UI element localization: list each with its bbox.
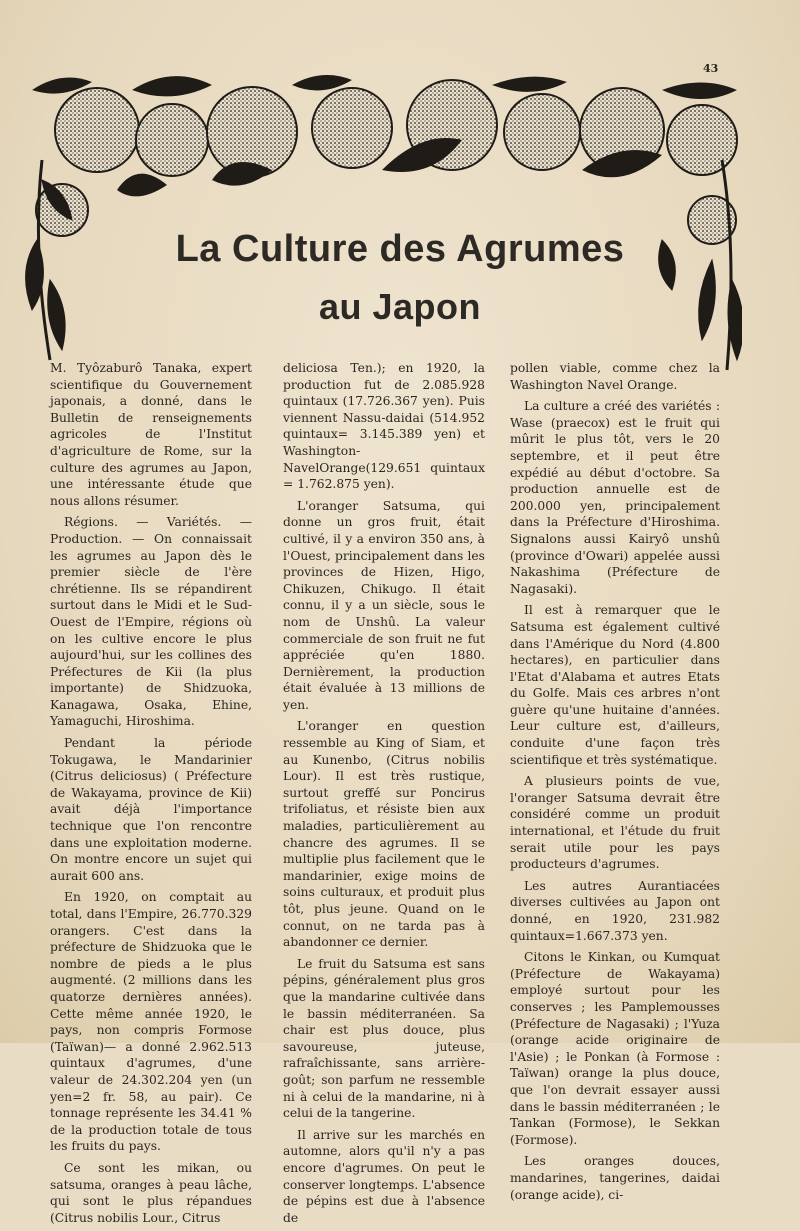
paragraph: Il est à remarquer que le Satsuma est également cultivé dans l'Amérique du Nord (4.800 hectares), en particulier dans l'Etat d'Alabama et autres Etats du Golfe. Mais ces arbres n'ont guère qu'une huitaine d'années. Leur culture est, d'ailleurs, conduite d'une façon très scientifique et très systématique. [510, 603, 720, 767]
text-column-2 [283, 360, 485, 1231]
paragraph: M. Tyôzaburô Tanaka, expert scientifique du Gouvernement japonais, a donné, dans le Bulletin de renseignements agricoles de l'Institut d'agriculture de Rome, sur la culture des agrumes au Japon, une intéressante étude que nous allons résumer. [50, 361, 252, 508]
paragraph: Citons le Kinkan, ou Kumquat (Préfecture de Wakayama) employé surtout pour les conserves ; les Pamplemousses (Préfecture de Nagasaki) ; l'Yuza (orange acide originaire de l'Asie) ; le Ponkan (à Formose : Taïwan) orange la plus douce, que l'on devrait essayer aussi dans le bassin méditerranéen ; le Tankan (Formose), le Sekkan (Formose). [510, 950, 720, 1147]
article-title-line1: La Culture des Agrumes [175, 228, 625, 270]
paragraph: L'oranger Satsuma, qui donne un gros fruit, était cultivé, il y a environ 350 ans, à l'Ouest, principalement dans les provinces de Hizen, Higo, Chikuzen, Chikugo. Il était connu, il y a un siècle, sous le nom de Unshû. La valeur commerciale de son fruit ne fut appréciée qu'en 1880. Dernièrement, la production était évaluée à 13 millions de yen. [283, 498, 485, 712]
paragraph: L'oranger en question ressemble au King of Siam, et au Kunenbo, (Citrus nobilis Lour). Il est très rustique, surtout greffé sur Poncirus trifoliatus, et résiste bien aux maladies, particulièrement au chancre des agrumes. Il se multiplie plus facilement que le mandarinier, exige moins de soins culturaux, et produit plus tôt, plus jeune. Quand on le connut, on ne tarda pas à abandonner ce dernier. [283, 719, 485, 950]
paragraph: La culture a créé des variétés : Wase (praecox) est le fruit qui mûrit le plus tôt, vers le 20 septembre, et il peut être expédié au début d'octobre. Sa production annuelle est de 200.000 yen, principalement dans la Préfecture d'Hiroshima. Signalons aussi Kairyô unshû (province d'Owari) appelée aussi Nakashima (Préfecture de Nagasaki). [510, 399, 720, 596]
paragraph: deliciosa Ten.); en 1920, la production fut de 2.085.928 quintaux (17.726.367 yen). Puis viennent Nassu-daidai (514.952 quintaux= 3.145.389 yen) et Washington-NavelOrange(129.651 quintaux = 1.762.875 yen). [283, 361, 485, 492]
paragraph: Il arrive sur les marchés en automne, alors qu'il n'y a pas encore d'agrumes. On peut le conserver longtemps. L'absence de pépins est due à l'absence de [283, 1127, 485, 1225]
page-number: 43 [703, 62, 719, 75]
paragraph: Ce sont les mikan, ou satsuma, oranges à peau lâche, qui sont le plus répandues (Citrus nobilis Lour., Citrus [50, 1160, 252, 1225]
paragraph: pollen viable, comme chez la Washington Navel Orange. [510, 361, 720, 392]
paragraph: Les autres Aurantiacées diverses cultivées au Japon ont donné, en 1920, 231.982 quintaux=1.667.373 yen. [510, 878, 720, 943]
text-column-1 [50, 360, 252, 1231]
paragraph: En 1920, on comptait au total, dans l'Empire, 26.770.329 orangers. C'est dans la préfecture de Shidzuoka que le nombre de pieds a le plus augmenté. (2 millions dans les quatorze dernières années). Cette même année 1920, le pays, non compris Formose (Taïwan)— a donné 2.962.513 quintaux d'agrumes, d'une valeur de 24.302.204 yen (un yen=2 fr. 58, au pair). Ce tonnage représente les 34.41 % de la production totale de tous les fruits du pays. [50, 890, 252, 1154]
article-title-line2: au Japon [318, 286, 482, 327]
paragraph: Le fruit du Satsuma est sans pépins, généralement plus gros que la mandarine cultivée dans le bassin méditerranéen. Sa chair est plus douce, plus savoureuse, juteuse, rafraîchissante, sans arrière-goût; son parfum ne ressemble ni à celui de la mandarine, ni à celui de la tangerine. [283, 956, 485, 1121]
paragraph: Les oranges douces, mandarines, tangerines, daidai (orange acide), ci- [510, 1154, 720, 1202]
text-column-3 [510, 360, 720, 1208]
paragraph: Régions. — Variétés. — Production. — On connaissait les agrumes au Japon dès le premier siècle de l'ère chrétienne. Ils se répandirent surtout dans le Midi et le Sud-Ouest de l'Empire, régions où on les cultive encore le plus aujourd'hui, sur les collines des Préfectures de Kii (la plus importante) de Shidzuoka, Kanagawa, Osaka, Ehine, Yamaguchi, Hiroshima. [50, 515, 252, 729]
paragraph: Pendant la période Tokugawa, le Mandarinier (Citrus deliciosus) ( Préfecture de Wakayama, province de Kii) avait déjà l'importance technique que l'on rencontre dans une exploitation moderne. On montre encore un sujet qui aurait 600 ans. [50, 736, 252, 883]
paragraph: A plusieurs points de vue, l'oranger Satsuma devrait être considéré comme un produit international, et l'étude du fruit serait utile pour les pays producteurs d'agrumes. [510, 774, 720, 872]
